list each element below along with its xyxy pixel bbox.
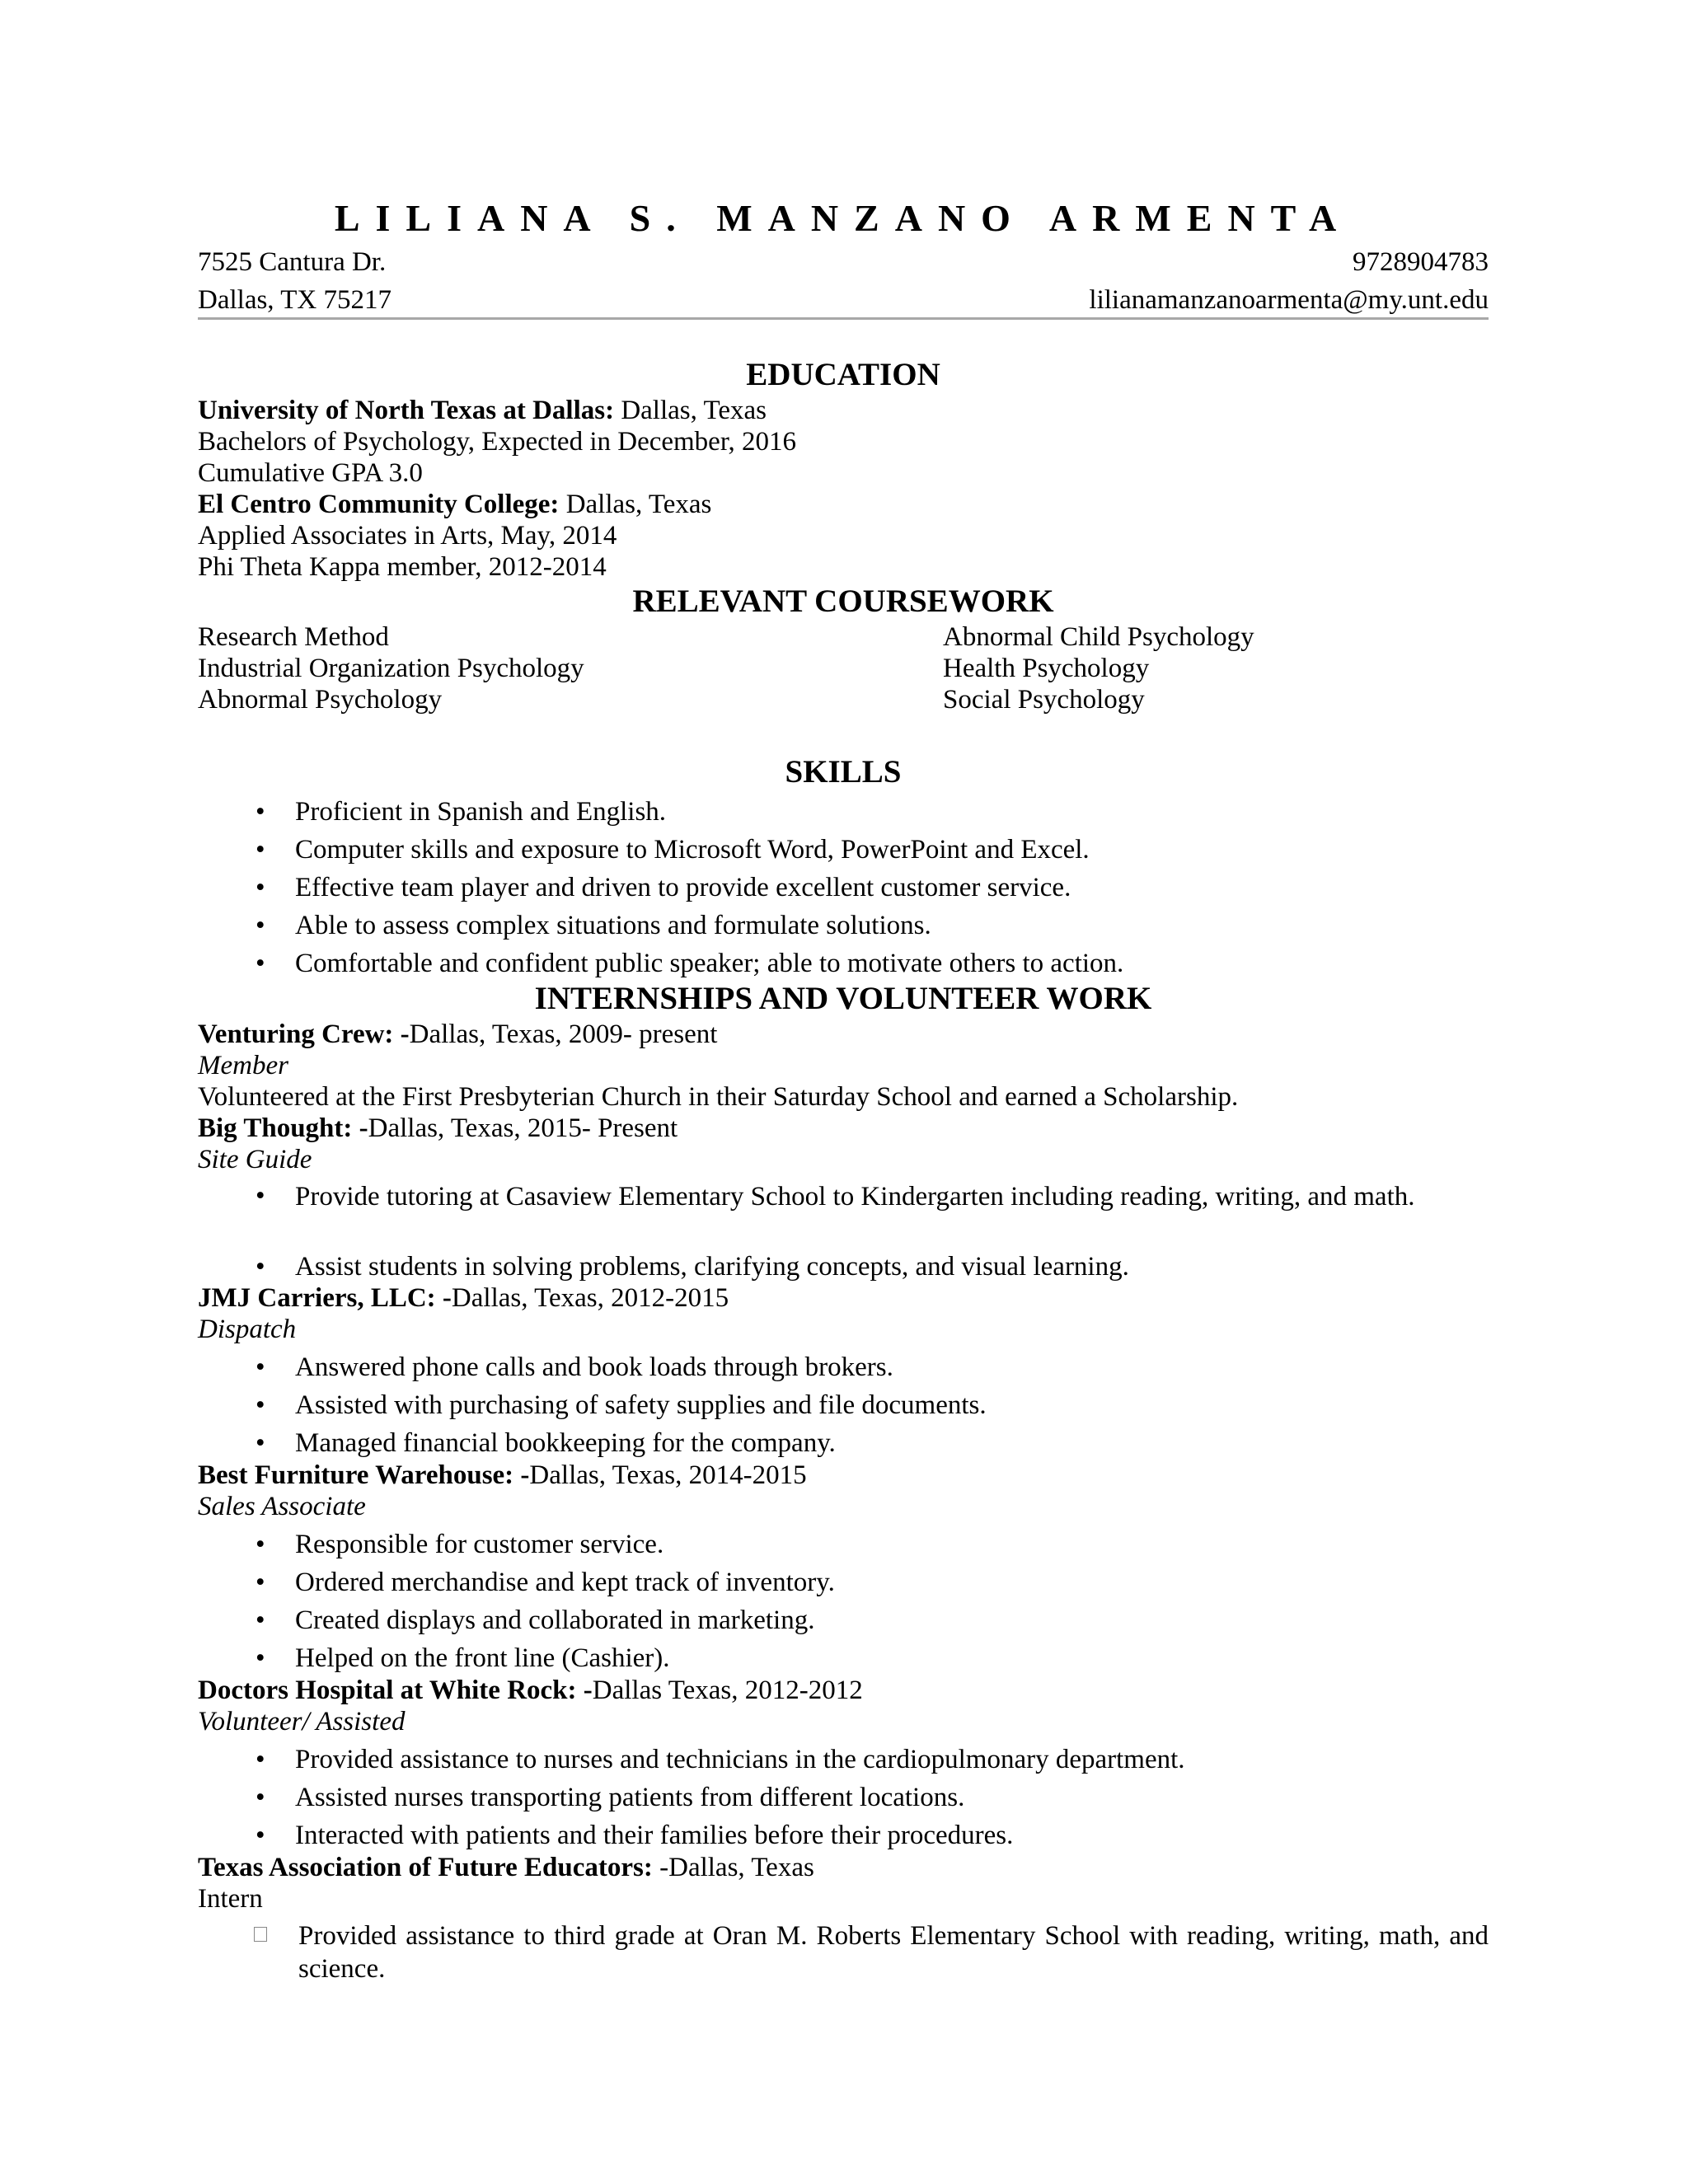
course-item: Research Method (198, 622, 389, 652)
school-1-location: Dallas, Texas (614, 396, 767, 425)
header-divider (198, 317, 1489, 320)
job-org: Texas Association of Future Educators: (198, 1853, 653, 1882)
job-org: Venturing Crew: - (198, 1019, 410, 1049)
course-item: Abnormal Child Psychology (943, 622, 1254, 652)
job-details: -Dallas, Texas (652, 1853, 814, 1882)
bullet-icon: • (256, 911, 265, 940)
education-school-2 (198, 489, 711, 520)
bullet-icon: • (256, 1390, 265, 1420)
job-role: Sales Associate (198, 1492, 366, 1521)
bullet-icon: • (256, 1821, 265, 1850)
bullet-icon: • (256, 797, 265, 827)
job-role: Intern (198, 1884, 263, 1914)
bullet-icon: • (256, 1181, 265, 1211)
school-2-name: El Centro Community College: (198, 490, 560, 519)
contact-row-1 (198, 244, 1489, 280)
job-title-line (198, 1282, 729, 1314)
job-details: Dallas Texas, 2012-2012 (592, 1675, 863, 1705)
job-org: JMJ Carriers, LLC: - (198, 1283, 452, 1313)
bullet-icon: • (256, 1568, 265, 1597)
bullet-icon: • (256, 1783, 265, 1812)
job-description: Volunteered at the First Presbyterian Church in their Saturday School and earned a Scholarship. (198, 1082, 1239, 1112)
course-item: Industrial Organization Psychology (198, 654, 584, 683)
education-heading: EDUCATION (746, 357, 940, 392)
email-address: lilianamanzanoarmenta@my.unt.edu (1089, 285, 1489, 315)
job-title-line (198, 1460, 807, 1491)
job-role: Site Guide (198, 1145, 312, 1174)
bullet-icon: • (256, 1428, 265, 1458)
bullet-icon: • (256, 873, 265, 902)
education-school-1 (198, 395, 767, 426)
job-title-line (198, 1113, 678, 1144)
course-item: Health Psychology (943, 654, 1150, 683)
candidate-name: LILIANA S. MANZANO ARMENTA (334, 197, 1353, 239)
address-line-2: Dallas, TX 75217 (198, 285, 392, 315)
job-role: Volunteer/ Assisted (198, 1707, 406, 1736)
job-title-line (198, 1852, 814, 1883)
school-1-gpa: Cumulative GPA 3.0 (198, 458, 423, 488)
coursework-heading: RELEVANT COURSEWORK (632, 583, 1054, 619)
school-1-name: University of North Texas at Dallas: (198, 396, 615, 425)
job-role: Dispatch (198, 1315, 297, 1344)
job-details: Dallas, Texas, 2015- Present (368, 1113, 678, 1143)
skills-heading: SKILLS (785, 754, 902, 790)
job-org: Best Furniture Warehouse: - (198, 1460, 530, 1490)
bullet-icon: • (256, 835, 265, 865)
job-title-line (198, 1019, 717, 1050)
address-line-1: 7525 Cantura Dr. (198, 247, 387, 277)
bullet-icon: • (256, 1745, 265, 1774)
job-org: Doctors Hospital at White Rock: - (198, 1675, 593, 1705)
job-org: Big Thought: - (198, 1113, 368, 1143)
bullet-icon: • (256, 949, 265, 978)
bullet-icon: • (256, 1530, 265, 1559)
bullet-icon: • (256, 1605, 265, 1635)
bullet-icon: • (256, 1643, 265, 1673)
school-1-degree: Bachelors of Psychology, Expected in December, 2016 (198, 427, 796, 457)
job-role: Member (198, 1051, 288, 1080)
job-details: Dallas, Texas, 2014-2015 (529, 1460, 807, 1490)
school-2-degree: Applied Associates in Arts, May, 2014 (198, 521, 617, 551)
course-item: Abnormal Psychology (198, 685, 443, 715)
job-details: Dallas, Texas, 2009- present (409, 1019, 718, 1049)
bullet-icon: • (256, 1252, 265, 1282)
phone-number: 9728904783 (1353, 247, 1489, 277)
school-2-location: Dallas, Texas (559, 490, 712, 519)
job-details: Dallas, Texas, 2012-2015 (451, 1283, 729, 1313)
bullet-icon: • (256, 1352, 265, 1382)
work-heading: INTERNSHIPS AND VOLUNTEER WORK (534, 981, 1152, 1016)
job-title-line (198, 1675, 863, 1706)
course-item: Social Psychology (943, 685, 1145, 715)
school-2-honor: Phi Theta Kappa member, 2012-2014 (198, 552, 607, 582)
contact-row-2 (198, 282, 1489, 318)
checkbox-icon (254, 1927, 267, 1942)
